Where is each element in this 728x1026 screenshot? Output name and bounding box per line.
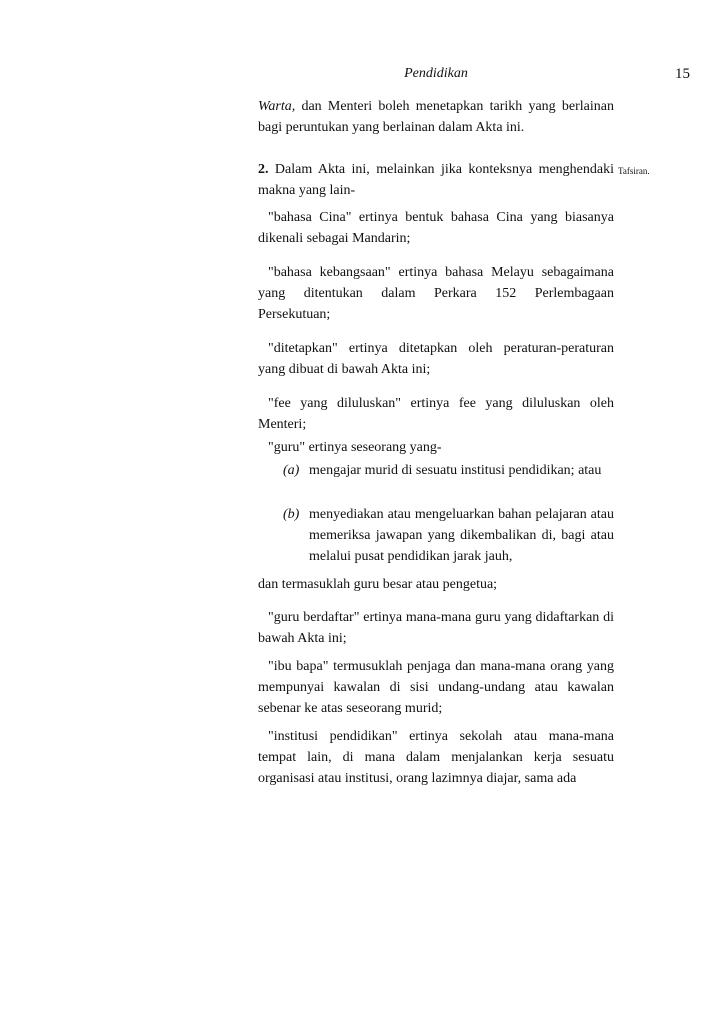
definition-bahasa-cina: "bahasa Cina" ertinya bentuk bahasa Cina yang biasanya dikenali sebagai Mandarin;	[258, 210, 614, 246]
page-number: 15	[675, 66, 690, 82]
section-2-text: Dalam Akta ini, melainkan jika konteksnya menghendaki makna yang lain-	[258, 162, 614, 198]
definition-ditetapkan: "ditetapkan" ertinya ditetapkan oleh peraturan-peraturan yang dibuat di bawah Akta ini;	[258, 341, 614, 377]
definition-guru: "guru" ertinya seseorang yang-	[268, 440, 442, 455]
guru-item-b	[283, 504, 614, 567]
item-text: mengajar murid di sesuatu institusi pendidikan; atau	[309, 463, 602, 478]
intro-italic-word: Warta,	[258, 99, 296, 114]
definition-institusi-pendidikan: "institusi pendidikan" ertinya sekolah atau mana-mana tempat lain, di mana dalam menjalankan kerja sesuatu organisasi atau institusi, orang lazimnya diajar, sama ada	[258, 729, 614, 786]
item-text: menyediakan atau mengeluarkan bahan pelajaran atau memeriksa jawapan yang dikembalikan di, bagi atau melalui pusat pendidikan jarak jauh,	[309, 507, 614, 564]
running-title: Pendidikan	[404, 66, 468, 81]
intro-paragraph	[258, 96, 614, 138]
definition-bahasa-kebangsaan: "bahasa kebangsaan" ertinya bahasa Melayu sebagaimana yang ditentukan dalam Perkara 152 Perlembagaan Persekutuan;	[258, 265, 614, 322]
intro-text: dan Menteri boleh menetapkan tarikh yang berlainan bagi peruntukan yang berlainan dalam Akta ini.	[258, 99, 614, 135]
guru-tail: dan termasuklah guru besar atau pengetua;	[258, 577, 498, 592]
section-2-paragraph	[258, 159, 614, 201]
margin-note: Tafsiran.	[618, 166, 650, 176]
item-label: (b)	[283, 507, 300, 522]
definition-ibu-bapa: "ibu bapa" termusuklah penjaga dan mana-mana orang yang mempunyai kawalan di sisi undang-undang atau kawalan sebenar ke atas seseorang murid;	[258, 659, 614, 716]
definition-fee-yang-diluluskan: "fee yang diluluskan" ertinya fee yang diluluskan oleh Menteri;	[258, 396, 614, 432]
definition-guru-berdaftar: "guru berdaftar" ertinya mana-mana guru yang didaftarkan di bawah Akta ini;	[258, 610, 614, 646]
item-label: (a)	[283, 463, 300, 478]
guru-item-a	[283, 460, 614, 481]
section-number: 2.	[258, 162, 269, 177]
